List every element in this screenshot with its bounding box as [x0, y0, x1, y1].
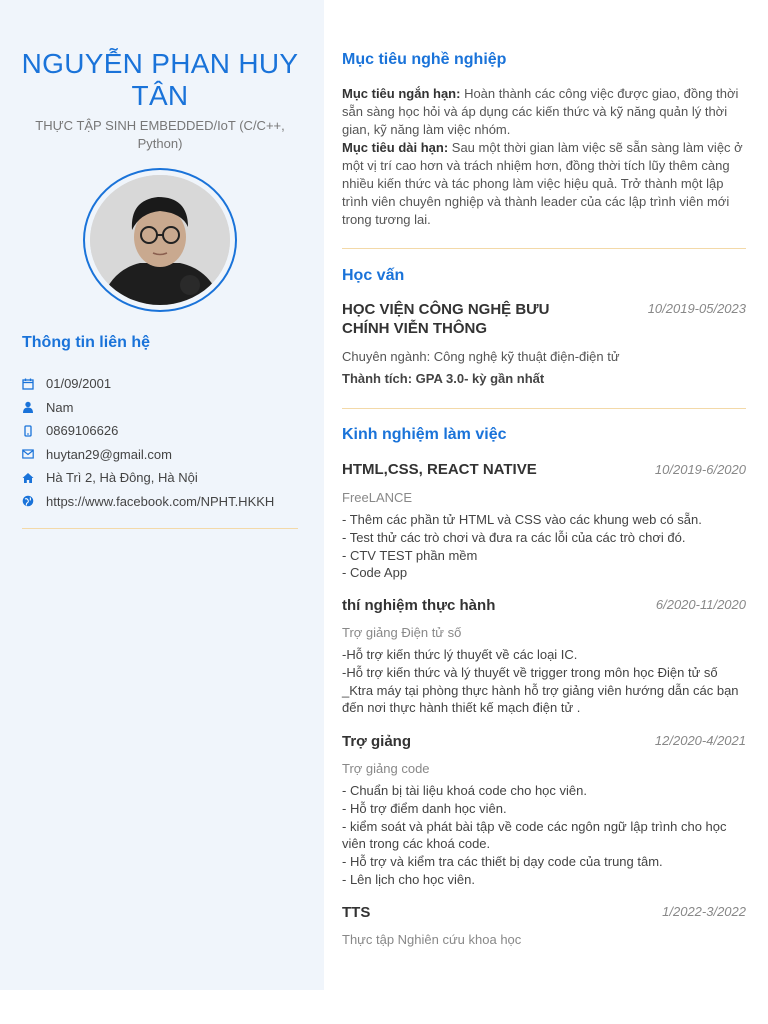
contact-heading: Thông tin liên hệ	[22, 334, 150, 351]
section-divider	[342, 248, 746, 249]
job-title: HTML,CSS, REACT NATIVE	[342, 461, 537, 478]
contact-list	[22, 372, 312, 513]
job-role: Trợ giảng Điện tử số	[342, 625, 462, 640]
education-major: Chuyên ngành: Công nghệ kỹ thuật điện-điện tử	[342, 349, 620, 364]
short-term-label: Mục tiêu ngắn hạn:	[342, 86, 461, 101]
duty-line: - Thêm các phần tử HTML và CSS vào các khung web có sẵn.	[342, 512, 702, 527]
long-term-label: Mục tiêu dài hạn:	[342, 140, 449, 155]
sidebar-divider	[22, 528, 298, 529]
job-role: Thực tập Nghiên cứu khoa học	[342, 932, 522, 947]
phone-value[interactable]: 0869106626	[46, 423, 119, 439]
job-role: FreeLANCE	[342, 490, 413, 505]
duty-line: _Ktra máy tại phòng thực hành hỗ trợ giảng viên hướng dẫn các bạn đến nơi thực hành thiết kế mạch điện tử .	[342, 682, 739, 716]
candidate-name: NGUYỄN PHAN HUY TÂN	[21, 48, 299, 111]
duty-line: - Hỗ trợ điểm danh học viên.	[342, 800, 507, 816]
objective-text	[342, 85, 746, 229]
education-heading: Học vấn	[342, 267, 405, 284]
objective-heading: Mục tiêu nghề nghiệp	[342, 51, 507, 68]
duty-line: - Test thử các trò chơi và đưa ra các lỗi của các trò chơi đó.	[342, 529, 686, 545]
education-date: 10/2019-05/2023	[647, 301, 746, 316]
job-date: 6/2020-11/2020	[655, 597, 746, 612]
job-duties	[342, 511, 746, 582]
email-value[interactable]: huytan29@gmail.com	[46, 446, 172, 462]
duty-line: - Lên lịch cho học viên.	[342, 871, 475, 887]
duty-line: - Code App	[342, 565, 408, 581]
job-duties	[342, 646, 746, 717]
duty-line: - Hỗ trợ và kiểm tra các thiết bị dạy code của trung tâm.	[342, 854, 663, 870]
contact-phone	[22, 419, 312, 443]
education-achievement: Thành tích: GPA 3.0- kỳ gần nhất	[342, 371, 545, 386]
duty-line: - kiểm soát và phát bài tập về code các ngôn ngữ lập trình cho học viên trong các khoá code.	[342, 818, 727, 852]
contact-email	[22, 443, 312, 467]
job-title: Trợ giảng	[342, 733, 412, 750]
avatar	[83, 168, 237, 312]
job-date: 1/2022-3/2022	[662, 904, 746, 919]
duty-line: - CTV TEST phần mềm	[342, 547, 478, 563]
school-name-line2: CHÍNH VIỄN THÔNG	[342, 320, 488, 337]
candidate-title: THỰC TẬP SINH EMBEDDED/IoT (C/C++, Python)	[35, 118, 285, 151]
email-icon	[22, 448, 46, 460]
home-icon	[22, 472, 46, 484]
short-term-goal	[342, 85, 746, 139]
long-term-text: Sau một thời gian làm việc sẽ sẵn sàng làm việc ở một vị trí cao hơn và trách nhiệm hơn, đồng thời tích lũy thêm càng nhiều kiến thức và tác phong làm việc hiệu quả. Trở thành một lập trình viên chuyên nghiệp và thành leader của các lập trình viên mới trong tương lai.	[342, 140, 743, 227]
section-divider	[342, 408, 746, 409]
school-name	[342, 300, 582, 338]
phone-icon	[22, 425, 46, 437]
duty-line: -Hỗ trợ kiến thức lý thuyết về các loại IC.	[342, 647, 578, 662]
contact-website	[22, 490, 312, 514]
job-duties	[342, 782, 746, 889]
contact-gender	[22, 396, 312, 420]
job-role: Trợ giảng code	[342, 761, 430, 776]
profile-photo	[90, 175, 230, 305]
sidebar	[0, 0, 324, 990]
job-title: TTS	[342, 904, 371, 921]
gender-value: Nam	[46, 399, 74, 415]
experience-heading: Kinh nghiệm làm việc	[342, 426, 507, 443]
contact-address	[22, 466, 312, 490]
website-link[interactable]: https://www.facebook.com/NPHT.HKKH	[46, 493, 275, 509]
calendar-icon	[22, 378, 46, 390]
long-term-goal	[342, 139, 746, 229]
duty-line: - Chuẩn bị tài liệu khoá code cho học viên.	[342, 783, 587, 798]
address-value: Hà Trì 2, Hà Đông, Hà Nội	[46, 470, 198, 486]
birthday-value: 01/09/2001	[46, 376, 112, 392]
contact-birthday	[22, 372, 312, 396]
job-date: 10/2019-6/2020	[654, 462, 746, 477]
globe-icon	[22, 495, 46, 507]
job-date: 12/2020-4/2021	[654, 733, 746, 748]
user-icon	[22, 401, 46, 413]
duty-line: -Hỗ trợ kiến thức và lý thuyết về trigger trong môn học Điện tử số	[342, 664, 718, 680]
job-title: thí nghiệm thực hành	[342, 597, 496, 614]
school-name-line1: HỌC VIỆN CÔNG NGHỆ BƯU	[342, 301, 550, 318]
short-term-text: Hoàn thành các công việc được giao, đồng thời sẵn sàng học hỏi và áp dụng các kiến thức và kỹ năng quản lý thời gian, kỹ năng làm việc nhóm.	[342, 86, 739, 137]
